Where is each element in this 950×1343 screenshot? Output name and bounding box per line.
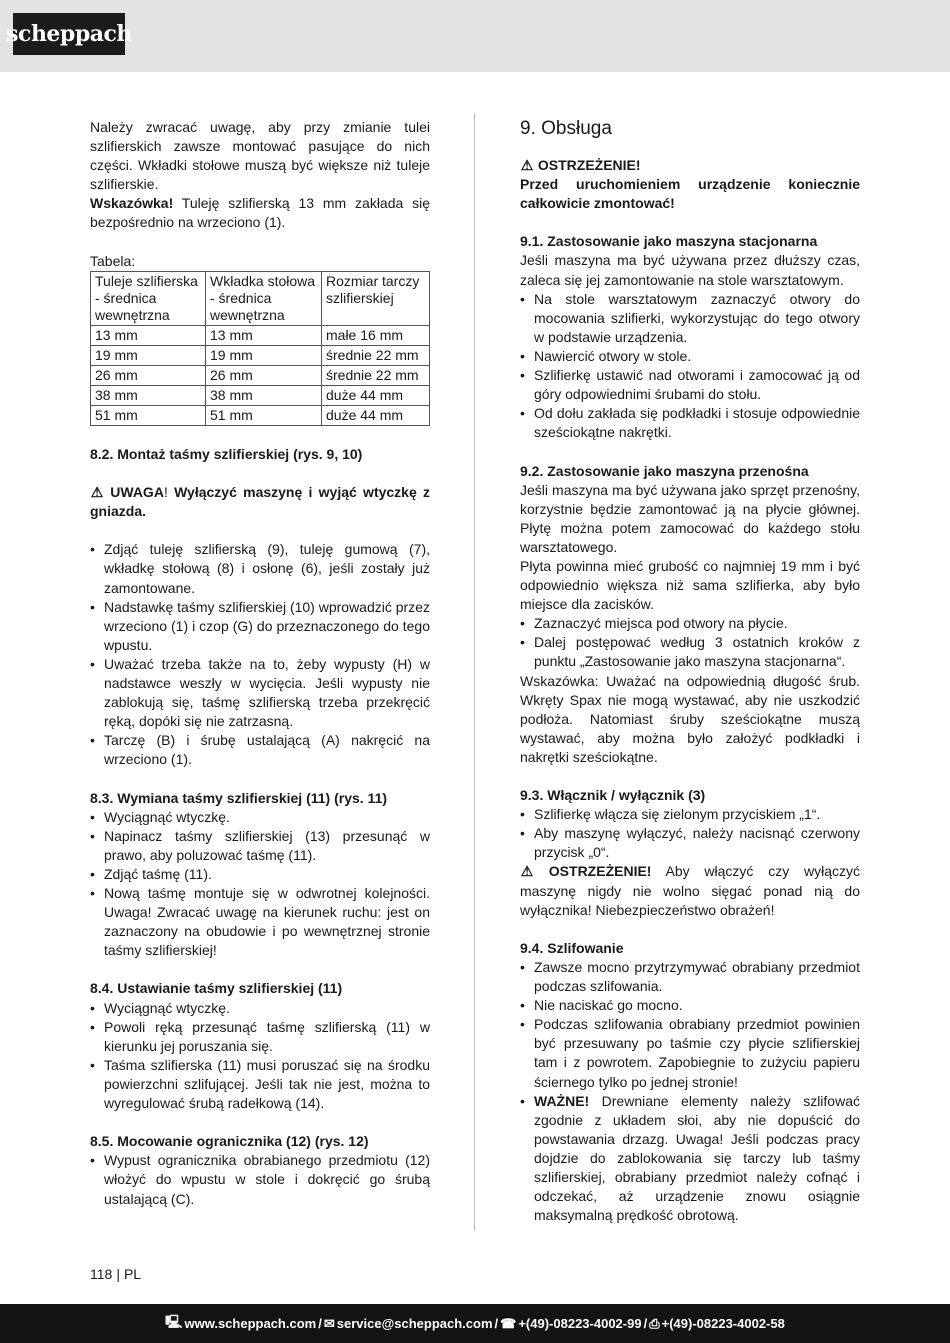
table-cell: 19 mm [91, 345, 206, 365]
important-label: WAŻNE! [534, 1092, 590, 1109]
fax-icon: ⎙ [649, 1315, 660, 1331]
section-9-3-title: 9.3. Włącznik / wyłącznik (3) [520, 787, 706, 804]
section-9-warning-label [520, 156, 860, 175]
table-cell: 19 mm [206, 345, 322, 365]
table-cell: 51 mm [206, 405, 322, 425]
hint-text: Tuleję szlifierską 13 mm zakłada się bezpośrednio na wrzeciono (1). [90, 195, 430, 231]
hint-paragraph [90, 194, 430, 232]
warning-triangle-icon: ⚠ [520, 157, 534, 173]
list-item: • Tarczę (B) i śrubę ustalającą (A) nakręcić na wrzeciono (1). [90, 731, 430, 769]
section-8-3-title: 8.3. Wymiana taśmy szlifierskiej (11) (rys. 11) [90, 789, 388, 806]
important-text: Drewniane elementy należy szlifować zgodnie z układem słoi, aby nie dopuścić do powstawania drzazg. Uwaga! Jeśli podczas pracy dojdzie do zablokowania się tarczy lub taśmy szlifierskiej, obrabiany przedmiot należy cofnąć i odczekać, aż urządzenie znowu osiągnie maksymalną prędkość obrotową. [534, 1092, 860, 1224]
footer-web[interactable]: www.scheppach.com [184, 1316, 317, 1331]
list-item: • Zdjąć taśmę (11). [90, 865, 430, 884]
section-9-3-warning [520, 862, 860, 919]
table-cell: średnie 22 mm [322, 365, 430, 385]
section-9-2-text: Jeśli maszyna ma być używana jako sprzęt przenośny, korzystnie będzie zamontować ją na płycie głównej. Płytę można potem zamocować do każdego stołu warsztatowego. [520, 481, 860, 555]
section-9-1-text: Jeśli maszyna ma być używana przez dłuższy czas, zaleca się jej zamontowanie na stole warsztatowym. [520, 252, 860, 288]
page-language: PL [123, 1266, 142, 1282]
table-cell: małe 16 mm [322, 325, 430, 345]
section-8-2-list [90, 540, 430, 769]
table-row [91, 385, 430, 405]
table-cell: 38 mm [206, 385, 322, 405]
list-item: • Podczas szlifowania obrabiany przedmiot powinien być przesuwany po taśmie czy płycie szlifierskiej tam i z powrotem. Zapobiegnie to zużyciu papieru ściernego tylko po jednej stronie! [520, 1015, 860, 1091]
warning-text: Wyłączyć maszynę i wyjąć wtyczkę z gniazda. [90, 484, 430, 520]
hint-label: Wskazówka! [90, 195, 174, 212]
list-item: • Taśma szlifierska (11) musi poruszać się na środku powierzchni szlifującej. Jeśli tak nie jest, można to wyregulować śrubą radełkową (14). [90, 1056, 430, 1113]
right-column [520, 118, 860, 1225]
table-cell: duże 44 mm [322, 385, 430, 405]
footer-fax: +(49)-08223-4002-58 [661, 1316, 785, 1331]
list-item: • Wyciągnąć wtyczkę. [90, 999, 430, 1018]
warning-triangle-icon: ⚠ [90, 484, 104, 501]
list-item: • Uważać trzeba także na to, żeby wypusty (H) w nadstawce weszły w wycięcia. Jeśli wypusty nie zablokują się, taśmę szlifierską trzeba przekręcić ręką, dopóki się nie zatrzasną. [90, 655, 430, 731]
section-9-1-list [520, 290, 860, 443]
list-item: • Napinacz taśmy szlifierskiej (13) przesunąć w prawo, aby poluzować taśmę (11). [90, 827, 430, 865]
list-item [520, 1092, 860, 1226]
table-cell: 13 mm [91, 325, 206, 345]
table-row [91, 405, 430, 425]
section-9-2-hint: Wskazówka: Uważać na odpowiednią długość śrub. Wkręty Spax nie mogą wystawać, aby nie uszkodzić podłoża. Natomiast śruby sześciokątne muszą wystawać, aby można było założyć podkładki i nakrętki sześciokątne. [520, 672, 860, 765]
section-9-4-list [520, 958, 860, 1225]
section-9-1-title: 9.1. Zastosowanie jako maszyna stacjonarna [520, 233, 818, 250]
section-8-5-list [90, 1151, 430, 1208]
header-bar [0, 0, 950, 72]
table-header-cell: Wkładka stołowa - średnica wewnętrzna [206, 271, 322, 325]
list-item: • Zawsze mocno przytrzymywać obrabiany przedmiot podczas szlifowania. [520, 958, 860, 996]
footer-phone: +(49)-08223-4002-99 [518, 1316, 642, 1331]
table-header-cell: Rozmiar tarczy szlifierskiej [322, 271, 430, 325]
table-cell: średnie 22 mm [322, 345, 430, 365]
list-item: • Szlifierkę ustawić nad otworami i zamocować ją od góry odpowiednimi śrubami do stołu. [520, 366, 860, 404]
column-divider [474, 113, 475, 1231]
warning-label: OSTRZEŻENIE! [548, 863, 652, 880]
table-row [91, 345, 430, 365]
list-item: • Nawiercić otwory w stole. [520, 347, 860, 366]
page-number: 118 | PL [90, 1266, 142, 1282]
page-number-value: 118 [90, 1266, 113, 1282]
list-item: • Szlifierkę włącza się zielonym przyciskiem „1“. [520, 805, 860, 824]
section-9-2-text: Płyta powinna mieć grubość co najmniej 19 mm i być odpowiednio większa niż sama szlifierka, aby było miejsce dla zacisków. [520, 557, 860, 613]
list-item: • Dalej postępować według 3 ostatnich kroków z punktu „Zastosowanie jako maszyna stacjonarna“. [520, 633, 860, 671]
warning-text: Aby włączyć czy wyłączyć maszynę nigdy nie wolno sięgać ponad nią do wyłącznika! Niebezpieczeństwo obrażeń! [520, 863, 860, 918]
warning-label: UWAGA [110, 484, 164, 501]
section-8-3-list [90, 808, 430, 961]
sleeve-size-table [90, 271, 430, 426]
list-item: • Na stole warsztatowym zaznaczyć otwory do mocowania szlifierki, wykorzystując do tego otwory w podstawie urządzenia. [520, 290, 860, 347]
section-9-title: 9. Obsługa [520, 118, 612, 139]
mail-icon: ✉ [323, 1315, 335, 1331]
warning-triangle-icon: ⚠ [520, 863, 534, 880]
warning-label: OSTRZEŻENIE! [537, 157, 641, 173]
section-8-5-title: 8.5. Mocowanie ogranicznika (12) (rys. 12) [90, 1133, 369, 1150]
list-item: • Powoli ręką przesunąć taśmę szlifierską (11) w kierunku jej poruszania się. [90, 1018, 430, 1056]
section-8-2-warning: ⚠ UWAGA! Wyłączyć maszynę i wyjąć wtyczkę z gniazda. [90, 484, 430, 520]
table-cell: 26 mm [206, 365, 322, 385]
section-9-2-title: 9.2. Zastosowanie jako maszyna przenośna [520, 462, 809, 479]
footer-email[interactable]: service@scheppach.com [336, 1316, 493, 1331]
section-9-3-list [520, 805, 860, 862]
list-item: • Od dołu zakłada się podkładki i stosuje odpowiednie sześciokątne nakrętki. [520, 404, 860, 442]
table-header-cell: Tuleje szlifierska - średnica wewnętrzna [91, 271, 206, 325]
section-9-2-list [520, 614, 860, 671]
list-item: • Zaznaczyć miejsca pod otwory na płycie. [520, 614, 860, 633]
table-cell: 13 mm [206, 325, 322, 345]
intro-paragraph: Należy zwracać uwagę, aby przy zmianie tulei szlifierskich zawsze montować pasujące do nich części. Wkładki stołowe muszą być większe niż tuleje szlifierskie. [90, 119, 430, 193]
monitor-icon: 🖳 [165, 1313, 183, 1329]
table-cell: duże 44 mm [322, 405, 430, 425]
table-header-row [91, 271, 430, 325]
table-row [91, 325, 430, 345]
phone-icon: ☎ [500, 1315, 517, 1331]
left-column [90, 118, 430, 1209]
section-9-warning-text: Przed uruchomieniem urządzenie koniecznie całkowicie zmontować! [520, 176, 860, 212]
list-item: • Nie naciskać go mocno. [520, 996, 860, 1015]
table-cell: 51 mm [91, 405, 206, 425]
section-9-4-title: 9.4. Szlifowanie [520, 939, 624, 956]
table-label: Tabela: [90, 252, 136, 269]
section-8-4-list [90, 999, 430, 1114]
list-item: • Wypust ogranicznika obrabianego przedmiotu (12) włożyć do wpustu w stole i dokręcić go śrubą ustalającą (C). [90, 1151, 430, 1208]
footer-bar: 🖳 www.scheppach.com / ✉ service@scheppach.com / ☎ +(49)-08223-4002-99 / ⎙ +(49)-08223-4002-58 [0, 1304, 950, 1343]
list-item: • Nową taśmę montuje się w odwrotnej kolejności. Uwaga! Zwracać uwagę na kierunek ruchu: jest on zaznaczony na obudowie i po wewnętrznej stronie taśmy szlifierskiej! [90, 884, 430, 960]
list-item: • Aby maszynę wyłączyć, należy nacisnąć czerwony przycisk „0“. [520, 824, 860, 862]
list-item: • Wyciągnąć wtyczkę. [90, 808, 430, 827]
scheppach-logo: scheppach [13, 13, 125, 55]
table-cell: 38 mm [91, 385, 206, 405]
list-item: • Nadstawkę taśmy szlifierskiej (10) wprowadzić przez wrzeciono (1) i czop (G) do przeznaczonego do tego wpustu. [90, 598, 430, 655]
table-cell: 26 mm [91, 365, 206, 385]
list-item: • Zdjąć tuleję szlifierską (9), tuleję gumową (7), wkładkę stołową (8) i osłonę (6), jeśli zostały już zamontowane. [90, 540, 430, 597]
section-8-2-title: 8.2. Montaż taśmy szlifierskiej (rys. 9, 10) [90, 445, 363, 462]
table-row [91, 365, 430, 385]
section-8-4-title: 8.4. Ustawianie taśmy szlifierskiej (11) [90, 980, 343, 997]
